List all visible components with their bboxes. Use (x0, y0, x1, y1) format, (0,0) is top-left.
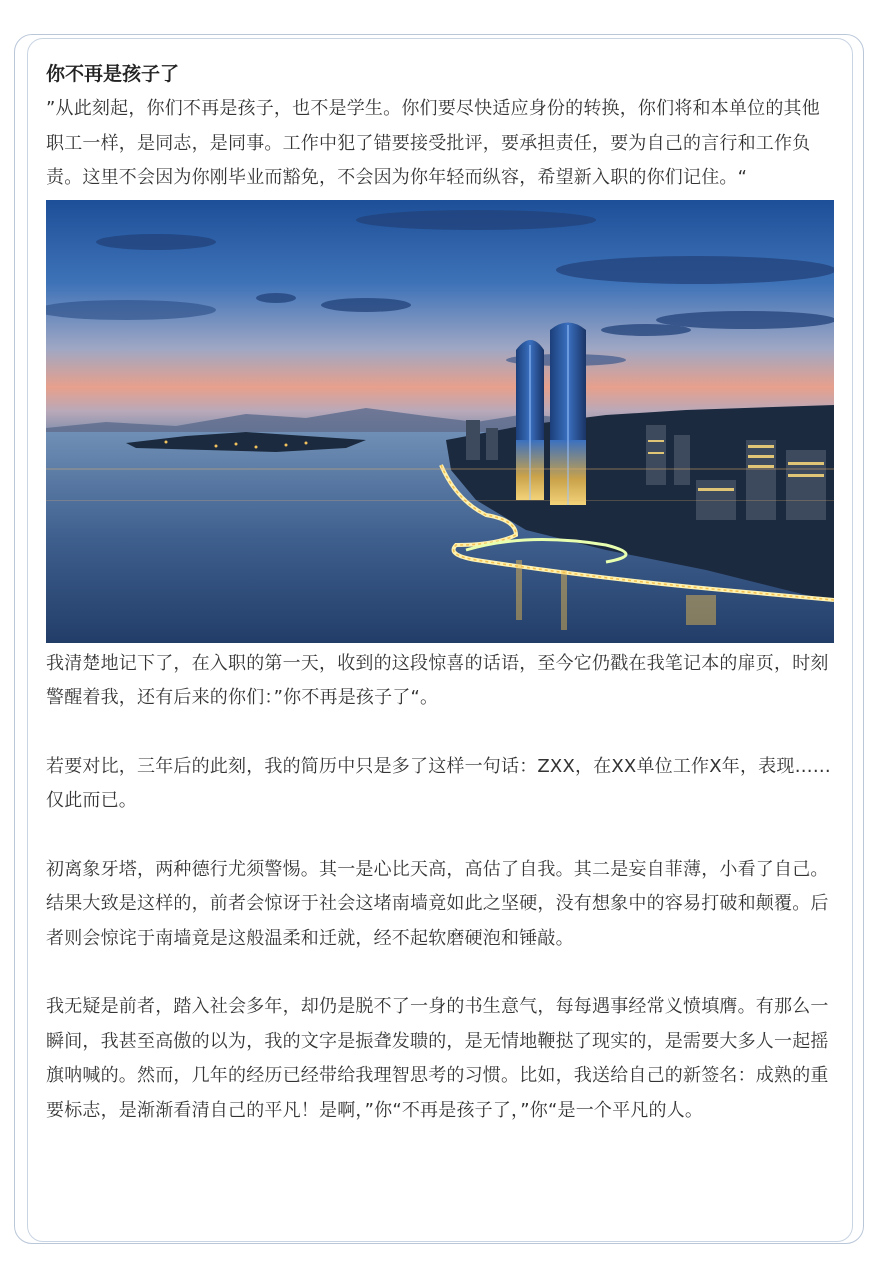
article-heading: 你不再是孩子了 (46, 63, 180, 85)
city-skyline-photo (46, 200, 834, 643)
article-paragraph-2: 我清楚地记下了，在入职的第一天，收到的这段惊喜的话语，至今它仍戳在我笔记本的扉页，时刻警醒着我，还有后来的你们：”你不再是孩子了“。 (46, 652, 829, 708)
article-paragraph-1: ”从此刻起，你们不再是孩子，也不是学生。你们要尽快适应身份的转换，你们将和本单位的其他职工一样，是同志，是同事。工作中犯了错要接受批评，要承担责任，要为自己的言行和工作负责。这里不会因为你刚毕业而豁免，不会因为你年轻而纵容，希望新入职的你们记住。“ (46, 98, 820, 188)
article-paragraph-3: 若要对比，三年后的此刻，我的简历中只是多了这样一句话：ZXX，在XX单位工作X年，表现……仅此而已。 (46, 755, 831, 811)
article-paragraph-5: 我无疑是前者，踏入社会多年，却仍是脱不了一身的书生意气，每每遇事经常义愤填膺。有那么一瞬间，我甚至高傲的以为，我的文字是振聋发聩的，是无情地鞭挞了现实的，是需要大多人一起摇旗呐喊的。然而，几年的经历已经带给我理智思考的习惯。比如，我送给自己的新签名：成熟的重要标志，是渐渐看清自己的平凡！是啊，”你“不再是孩子了，”你“是一个平凡的人。 (46, 996, 829, 1121)
article-body (46, 58, 836, 1128)
article-paragraph-4: 初离象牙塔，两种德行尤须警惕。其一是心比天高，高估了自我。其二是妄自菲薄，小看了自己。结果大致是这样的，前者会惊讶于社会这堵南墙竟如此之坚硬，没有想象中的容易打破和颠覆。后者则会惊诧于南墙竟是这般温柔和迁就，经不起软磨硬泡和锤敲。 (46, 858, 829, 949)
